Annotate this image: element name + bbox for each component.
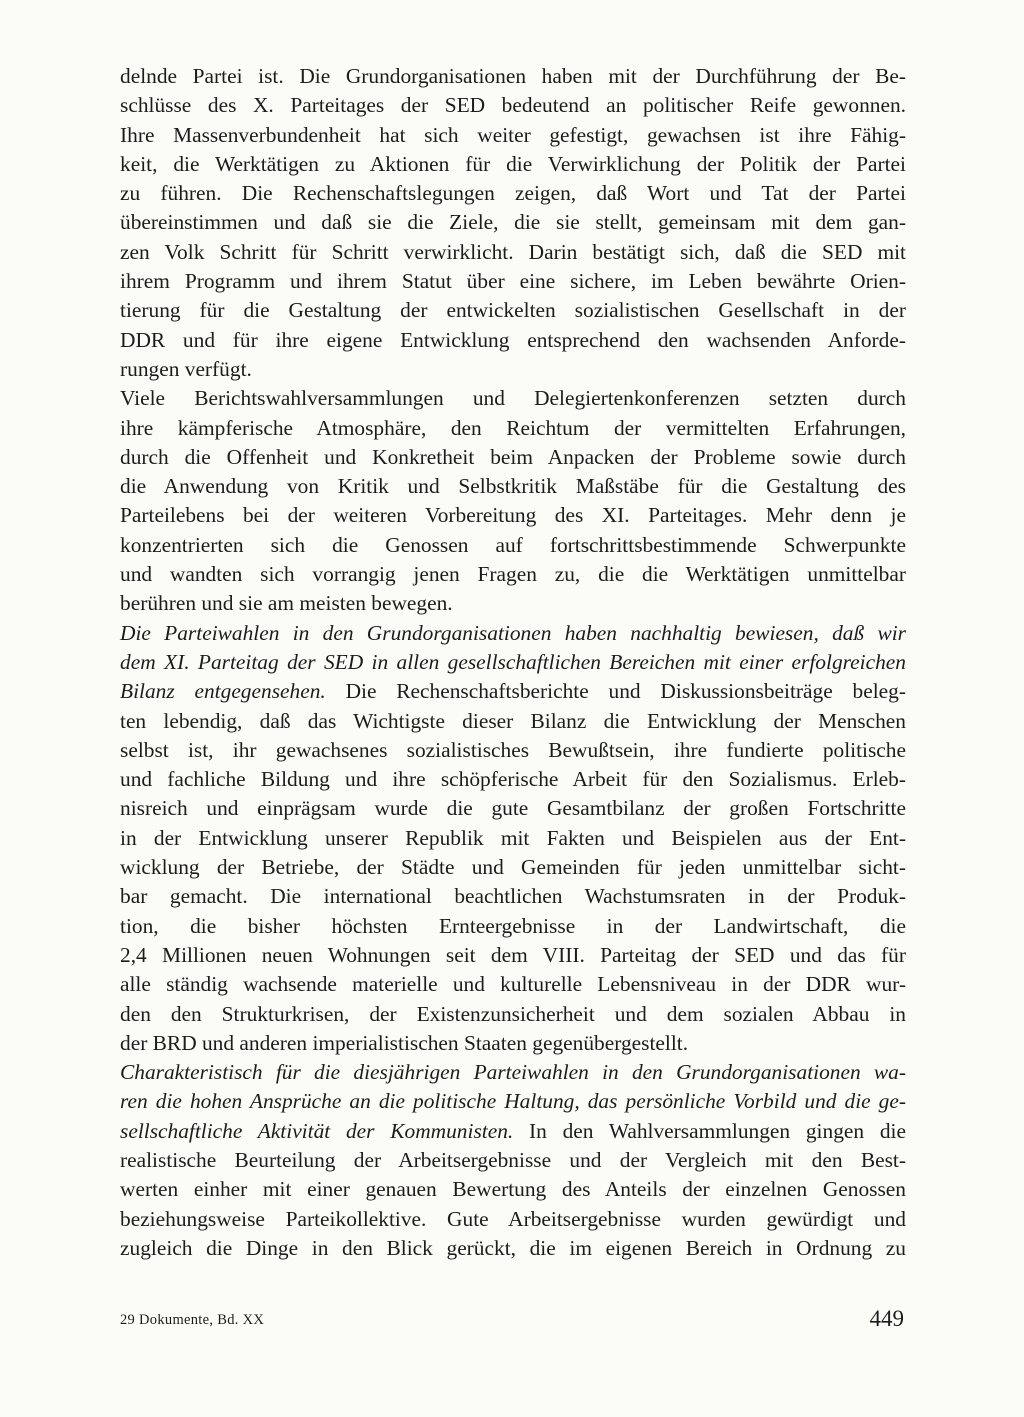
- text-line: Ihre Massenverbundenheit hat sich weiter gefestigt, gewachsen ist ihre Fähig-: [120, 122, 906, 147]
- text-line: den den Strukturkrisen, der Existenzunsicherheit und dem sozialen Abbau in: [120, 1001, 906, 1026]
- text-run: Die Rechenschaftsberichte und Diskussionsbeiträge beleg-: [325, 679, 906, 704]
- italic-text: Charakteristisch für die diesjährigen Parteiwahlen in den Grundorganisationen wa-: [120, 1060, 906, 1085]
- text-line: übereinstimmen und daß sie die Ziele, die sie stellt, gemeinsam mit dem gan-: [120, 210, 906, 235]
- page-number: 449: [869, 1306, 904, 1331]
- text-line: durch die Offenheit und Konkretheit beim Anpacken der Probleme sowie durch: [120, 444, 906, 469]
- text-line: selbst ist, ihr gewachsenes sozialistisches Bewußtsein, ihre fundierte politische: [120, 737, 906, 762]
- text-line: [120, 619, 906, 648]
- page-footer: [120, 1306, 906, 1336]
- text-line: berühren und sie am meisten bewegen.: [120, 591, 453, 616]
- paragraph-1: [120, 62, 906, 384]
- italic-text: Die Parteiwahlen in den Grundorganisationen haben nachhaltig bewiesen, daß wir: [120, 620, 906, 645]
- paragraph-2: [120, 384, 906, 618]
- text-line: Parteilebens bei der weiteren Vorbereitung des XI. Parteitages. Mehr denn je: [120, 503, 906, 528]
- text-line: [120, 648, 906, 677]
- text-line: zugleich die Dinge in den Blick gerückt, die im eigenen Bereich in Ordnung zu: [120, 1235, 906, 1260]
- text-line: beziehungsweise Parteikollektive. Gute Arbeitsergebnisse wurden gewürdigt und: [120, 1206, 906, 1231]
- text-line: konzentrierten sich die Genossen auf fortschrittsbestimmende Schwerpunkte: [120, 532, 906, 557]
- text-line: [120, 1058, 906, 1087]
- text-line: delnde Partei ist. Die Grundorganisationen haben mit der Durchführung der Be-: [120, 64, 906, 88]
- text-line: nisreich und einprägsam wurde die gute Gesamtbilanz der großen Fortschritte: [120, 796, 906, 821]
- italic-text: Bilanz entgegensehen.: [120, 679, 326, 704]
- text-line: ihre kämpferische Atmosphäre, den Reichtum der vermittelten Erfahrungen,: [120, 415, 906, 440]
- italic-text: ren die hohen Ansprüche an die politische Haltung, das persönliche Vorbild und die ge-: [120, 1089, 906, 1114]
- text-line: rungen verfügt.: [120, 356, 252, 381]
- text-line: bar gemacht. Die international beachtlichen Wachstumsraten in der Produk-: [120, 884, 906, 909]
- text-line: [120, 1117, 906, 1146]
- text-line: 2,4 Millionen neuen Wohnungen seit dem VIII. Parteitag der SED und das für: [120, 942, 906, 967]
- text-line: schlüsse des X. Parteitages der SED bedeutend an politischer Reife gewonnen.: [120, 93, 906, 118]
- paragraph-4: [120, 1058, 906, 1263]
- text-line: die Anwendung von Kritik und Selbstkritik Maßstäbe für die Gestaltung des: [120, 474, 906, 499]
- text-line: ihrem Programm und ihrem Statut über eine sichere, im Leben bewährte Orien-: [120, 269, 906, 294]
- text-line: tion, die bisher höchsten Ernteergebnisse in der Landwirtschaft, die: [120, 913, 906, 938]
- text-line: werten einher mit einer genauen Bewertung des Anteils der einzelnen Genossen: [120, 1177, 906, 1202]
- text-line: DDR und für ihre eigene Entwicklung entsprechend den wachsenden Anforde-: [120, 327, 906, 352]
- paragraph-3: [120, 619, 906, 1058]
- text-line: wicklung der Betriebe, der Städte und Gemeinden für jeden unmittelbar sicht-: [120, 855, 906, 880]
- text-line: ten lebendig, daß das Wichtigste dieser Bilanz die Entwicklung der Menschen: [120, 708, 906, 733]
- text-line: tierung für die Gestaltung der entwickelten sozialistischen Gesellschaft in der: [120, 298, 906, 323]
- text-line: der BRD und anderen imperialistischen Staaten gegenübergestellt.: [120, 1030, 689, 1055]
- text-line: keit, die Werktätigen zu Aktionen für die Verwirklichung der Politik der Partei: [120, 151, 906, 176]
- text-line: alle ständig wachsende materielle und kulturelle Lebensniveau in der DDR wur-: [120, 972, 906, 997]
- text-run: In den Wahlversammlungen gingen die: [513, 1118, 906, 1143]
- text-line: realistische Beurteilung der Arbeitsergebnisse und der Vergleich mit den Best-: [120, 1147, 906, 1172]
- text-line: zu führen. Die Rechenschaftslegungen zeigen, daß Wort und Tat der Partei: [120, 181, 906, 206]
- text-line: Viele Berichtswahlversammlungen und Delegiertenkonferenzen setzten durch: [120, 386, 906, 411]
- text-line: in der Entwicklung unserer Republik mit Fakten und Beispielen aus der Ent-: [120, 825, 906, 850]
- text-line: [120, 677, 906, 706]
- text-line: [120, 1087, 906, 1116]
- text-line: und fachliche Bildung und ihre schöpferische Arbeit für den Sozialismus. Erleb-: [120, 767, 906, 792]
- text-line: zen Volk Schritt für Schritt verwirklicht. Darin bestätigt sich, daß die SED mit: [120, 239, 906, 264]
- text-line: und wandten sich vorrangig jenen Fragen zu, die die Werktätigen unmittelbar: [120, 562, 906, 587]
- italic-text: sellschaftliche Aktivität der Kommunisten.: [120, 1118, 514, 1143]
- italic-text: dem XI. Parteitag der SED in allen gesellschaftlichen Bereichen mit einer erfolgreichen: [120, 649, 906, 674]
- footer-signature: 29 Dokumente, Bd. XX: [120, 1312, 265, 1328]
- page-body: [120, 62, 906, 1263]
